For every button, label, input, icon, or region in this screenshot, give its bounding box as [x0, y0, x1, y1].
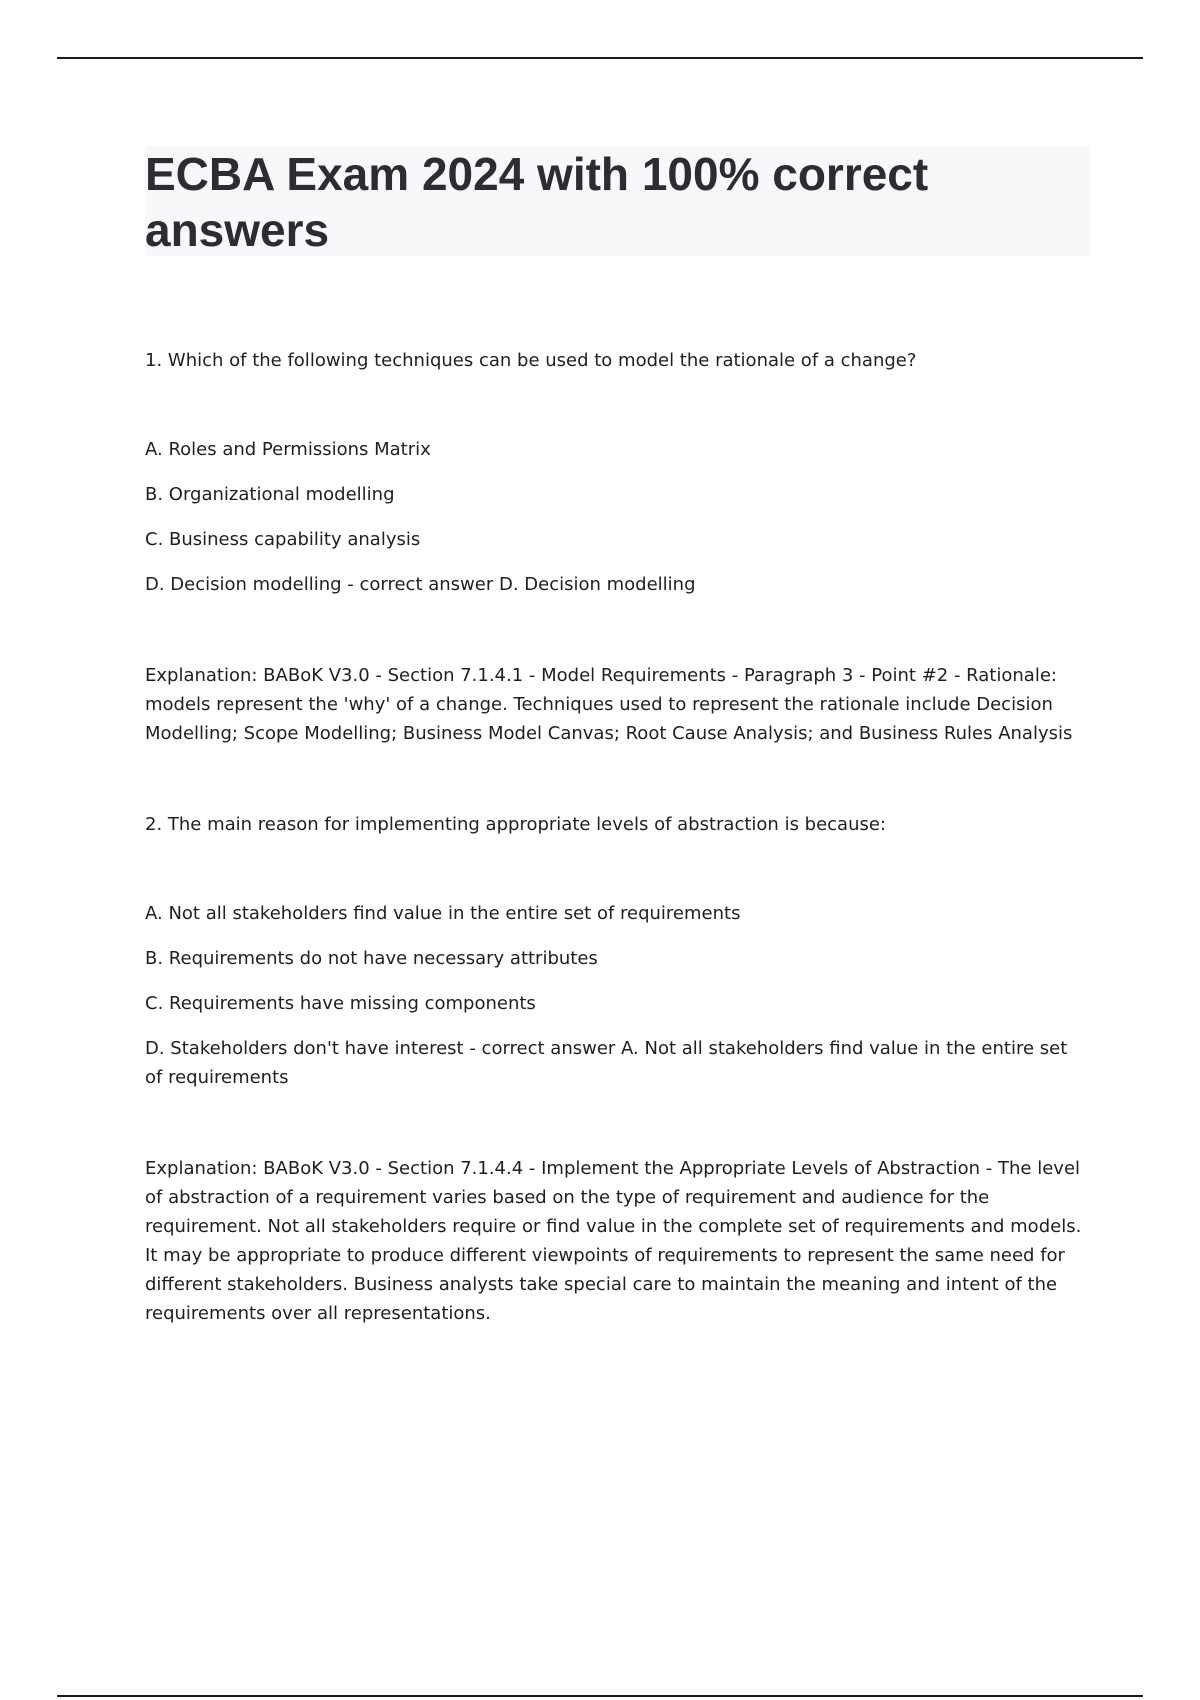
document-title: ECBA Exam 2024 with 100% correct answers [145, 148, 929, 256]
explanation-text: Explanation: BABoK V3.0 - Section 7.1.4.1 - Model Requirements - Paragraph 3 - Point #2 - Rationale: models represent the 'why' of a change. Techniques used to represent the rationale include Decision Modelling; Scope Modelling; Business Model Canvas; Root Cause Analysis; and Business Rules Analysis [145, 665, 1073, 744]
question-block-2 [145, 810, 1090, 1328]
answer-option-c: C. Requirements have missing components [145, 993, 536, 1014]
answer-option-a: A. Roles and Permissions Matrix [145, 439, 431, 460]
answer-option-d: D. Stakeholders don't have interest - correct answer A. Not all stakeholders find value in the entire set of requirements [145, 1038, 1068, 1088]
answer-option-b: B. Requirements do not have necessary attributes [145, 948, 598, 969]
document-body [145, 346, 1090, 1390]
question-block-1 [145, 346, 1090, 748]
explanation-text: Explanation: BABoK V3.0 - Section 7.1.4.4 - Implement the Appropriate Levels of Abstraction - The level of abstraction of a requirement varies based on the type of requirement and audience for the requirement. Not all stakeholders require or find value in the complete set of requirements and models. It may be appropriate to produce different viewpoints of requirements to represent the same need for different stakeholders. Business analysts take special care to maintain the meaning and intent of the requirements over all representations. [145, 1158, 1082, 1324]
answer-option-a: A. Not all stakeholders find value in the entire set of requirements [145, 903, 741, 924]
title-box [145, 146, 1090, 256]
answer-option-d: D. Decision modelling - correct answer D. Decision modelling [145, 574, 696, 595]
bottom-divider [57, 1695, 1143, 1697]
top-divider [57, 57, 1143, 59]
question-text: 1. Which of the following techniques can be used to model the rationale of a change? [145, 350, 917, 371]
question-text: 2. The main reason for implementing appropriate levels of abstraction is because: [145, 814, 887, 835]
answer-option-b: B. Organizational modelling [145, 484, 395, 505]
answer-option-c: C. Business capability analysis [145, 529, 421, 550]
